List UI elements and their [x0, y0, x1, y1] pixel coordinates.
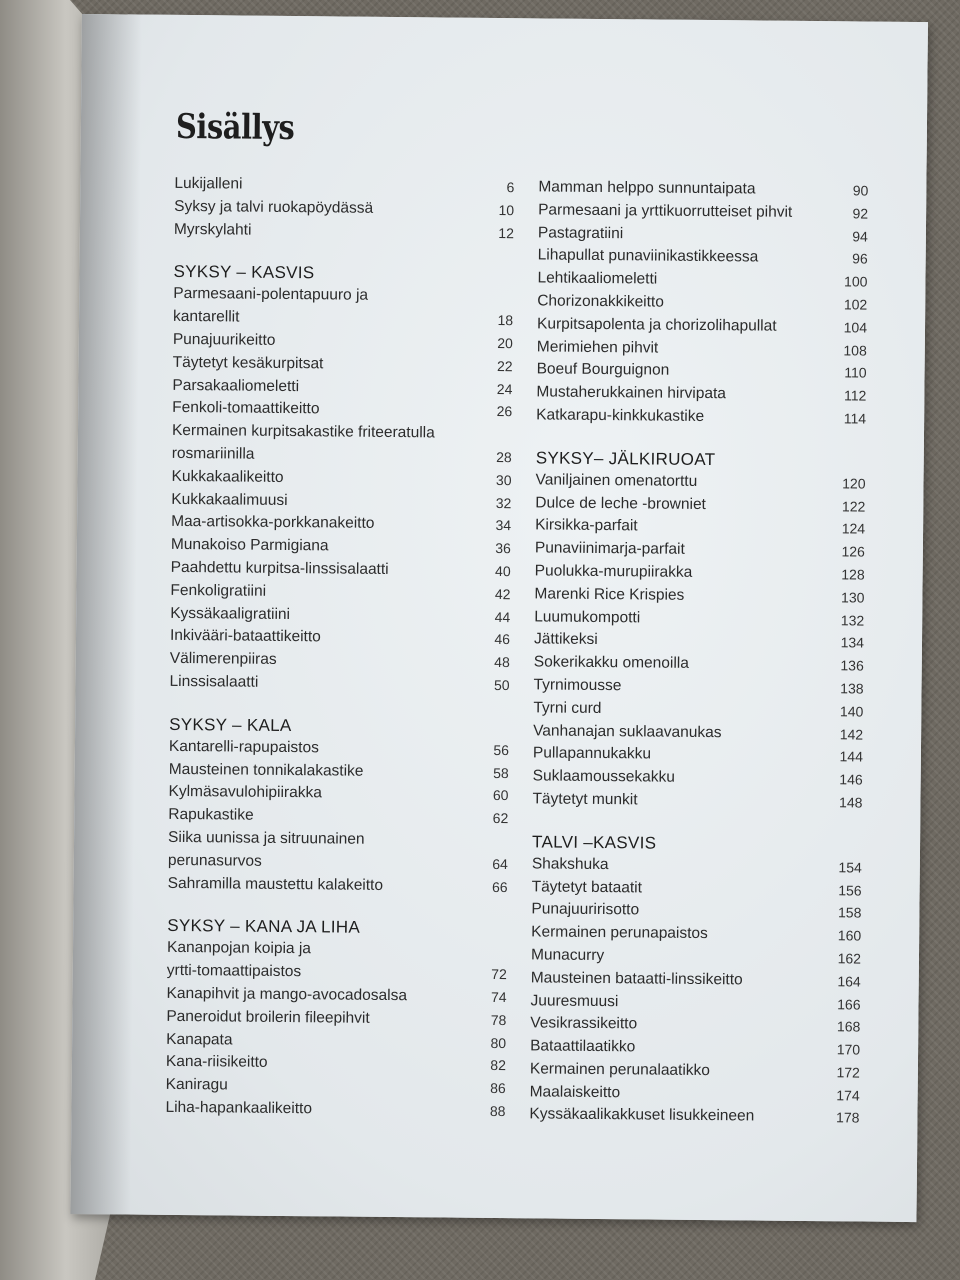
section-heading: SYKSY – KANA JA LIHA: [167, 916, 361, 938]
toc-entry-title: Täytetyt bataatit: [531, 877, 643, 896]
toc-entry-page-number: 136: [840, 657, 864, 674]
toc-entry-title: Juuresmuusi: [530, 991, 619, 1010]
toc-entry-page-number: 156: [838, 881, 862, 899]
toc-entry: [171, 511, 511, 537]
toc-entry-page-number: 58: [493, 764, 509, 781]
toc-entry-page-number: 128: [841, 566, 865, 583]
toc-entry-title: Pullapannukakku: [532, 744, 652, 763]
toc-entry-page-number: 140: [839, 703, 864, 720]
toc-entry-page-number: 110: [844, 364, 867, 381]
toc-entry: [171, 534, 511, 560]
toc-entry-title: Kanapihvit ja mango-avocadosalsa: [166, 984, 408, 1005]
toc-entry-title: Fenkoli-tomaattikeitto: [172, 399, 320, 418]
toc-entry: [533, 697, 863, 723]
toc-entry-title: Kermainen kurpitsakastike friteeratulla: [171, 422, 435, 442]
toc-entry-title: Kurpitsapolenta ja chorizolihapullat: [536, 315, 777, 335]
toc-entry-page-number: 96: [852, 250, 868, 267]
toc-entry: [170, 580, 510, 606]
toc-entry: [169, 736, 509, 762]
toc-entry-title: Mustaherukkainen hirvipata: [536, 383, 727, 403]
toc-entry-page-number: 132: [840, 611, 865, 629]
toc-entry: [535, 560, 865, 586]
toc-entry-page-number: 88: [489, 1102, 506, 1120]
toc-entry: [169, 758, 509, 784]
toc-entry-title: Jättikeksi: [533, 630, 598, 649]
toc-entry-page-number: 168: [836, 1018, 861, 1035]
toc-entry-page-number: 170: [836, 1041, 861, 1058]
toc-entry: [166, 1028, 506, 1054]
toc-entry-title: Kantarelli-rapupaistos: [168, 737, 319, 757]
section-heading: SYKSY– JÄLKIRUOAT: [535, 448, 716, 469]
toc-entry-page-number: 74: [490, 988, 507, 1006]
toc-entry-page-number: 160: [837, 927, 862, 944]
toc-entry-page-number: 166: [837, 995, 861, 1013]
toc-entry-title: yrtti-tomaattipaistos: [166, 961, 302, 981]
toc-entry-page-number: 26: [496, 403, 513, 420]
toc-entry-title: Kyssäkaalikakkuset lisukkeineen: [529, 1105, 755, 1125]
toc-entry: [530, 1081, 860, 1107]
toc-entry: [166, 1051, 506, 1077]
toc-entry: [532, 853, 862, 879]
toc-entry: [533, 743, 863, 769]
toc-entry-page-number: 158: [837, 904, 862, 921]
toc-entry-title: Munacurry: [530, 946, 605, 964]
section-heading: SYKSY – KASVIS: [173, 262, 315, 283]
toc-entry-page-number: 148: [839, 794, 863, 811]
toc-entry-title: Maa-artisokka-porkkanakeitto: [171, 513, 375, 533]
toc-entry-page-number: 122: [841, 497, 866, 515]
toc-entry-page-number: 120: [842, 475, 866, 492]
toc-entry: [532, 876, 862, 902]
toc-entry-page-number: 146: [839, 771, 863, 788]
toc-entry: [172, 443, 512, 469]
toc-entry-page-number: 24: [496, 380, 513, 397]
toc-entry-page-number: 10: [498, 201, 515, 218]
toc-entry: [532, 788, 862, 814]
toc-entry-title: Katkarapu-kinkkukastike: [536, 406, 705, 425]
toc-entry-page-number: 18: [497, 312, 514, 329]
toc-entry-title: Parmesaani ja yrttikuorrutteiset pihvit: [538, 201, 793, 221]
section-heading: TALVI –KASVIS: [531, 832, 657, 853]
toc-entry-page-number: 42: [494, 585, 511, 602]
toc-entry-title: Lukijalleni: [174, 174, 243, 193]
toc-entry: [174, 196, 514, 222]
toc-entry-title: Kukkakaalimuusi: [171, 490, 288, 509]
toc-entry-title: Marenki Rice Krispies: [534, 585, 685, 604]
toc-entry: [170, 625, 510, 651]
toc-entry-title: Syksy ja talvi ruokapöydässä: [174, 197, 374, 217]
toc-entry: [530, 990, 860, 1016]
toc-entry: [535, 515, 865, 541]
toc-entry: [173, 329, 513, 355]
toc-entry-title: Inkivääri-bataattikeitto: [169, 627, 321, 646]
toc-entry-page-number: 78: [490, 1011, 507, 1028]
toc-left-column: [165, 173, 514, 1123]
toc-entry: [530, 1035, 860, 1061]
toc-entry: [174, 173, 514, 199]
toc-entry-title: Merimiehen pihvit: [536, 337, 659, 357]
toc-entry-title: Paneroidut broilerin fileepihvit: [166, 1007, 370, 1027]
toc-entry-page-number: 22: [496, 357, 513, 374]
toc-entry-title: Luumukompotti: [534, 607, 641, 626]
toc-entry: [530, 1013, 860, 1039]
toc-entry: [533, 765, 863, 791]
toc-entry: [536, 404, 866, 430]
page-title: Sisällys: [175, 106, 295, 149]
toc-entry: [166, 1006, 506, 1032]
toc-entry-title: Linssisalaatti: [169, 672, 259, 691]
toc-entry-page-number: 62: [492, 810, 509, 827]
toc-entry-title: kantarellit: [173, 308, 240, 326]
toc-entry-title: Mamman helppo sunnuntaipata: [538, 178, 756, 198]
toc-entry-title: Fenkoligratiini: [170, 581, 267, 600]
toc-entry: [534, 652, 864, 678]
book-page: [70, 14, 927, 1222]
toc-entry: [533, 720, 863, 746]
toc-entry-title: perunasurvos: [167, 851, 262, 870]
toc-entry-title: Maalaiskeitto: [529, 1083, 621, 1101]
toc-entry: [167, 960, 507, 986]
toc-entry-title: Tyrnimousse: [533, 676, 622, 695]
toc-entry-title: Liha-hapankaalikeitto: [165, 1098, 313, 1118]
page-gutter-shadow: [70, 14, 142, 1215]
toc-entry: [169, 671, 509, 697]
toc-entry-page-number: 60: [492, 787, 509, 804]
toc-entry: [535, 469, 865, 495]
toc-entry-page-number: 66: [491, 878, 508, 895]
toc-entry-page-number: 130: [841, 589, 865, 606]
toc-entry: [537, 290, 867, 316]
toc-entry-title: Tyrni curd: [533, 699, 602, 717]
toc-entry-title: Lihapullat punaviinikastikkeessa: [537, 246, 759, 266]
toc-entry-page-number: 94: [852, 227, 868, 245]
toc-entry-title: Vanhanajan suklaavanukas: [533, 721, 722, 741]
toc-entry-page-number: 154: [838, 859, 862, 876]
toc-entry-title: Paahdettu kurpitsa-linssisalaatti: [170, 558, 389, 578]
toc-entry-title: Kaniragu: [165, 1075, 228, 1094]
toc-entry: [172, 374, 512, 400]
toc-entry-page-number: 72: [491, 966, 507, 983]
toc-entry: [173, 283, 513, 309]
toc-entry: [165, 1097, 505, 1123]
toc-entry-page-number: 164: [837, 972, 861, 990]
toc-entry-page-number: 30: [495, 471, 512, 488]
toc-entry-title: Punajuurikeitto: [172, 330, 276, 349]
toc-entry: [534, 629, 864, 655]
toc-entry: [170, 648, 510, 674]
toc-entry: [172, 397, 512, 423]
toc-entry-title: Sahramilla maustettu kalakeitto: [167, 874, 384, 894]
toc-entry-page-number: 56: [493, 741, 510, 758]
toc-entry-title: Kana-riisikeitto: [165, 1053, 268, 1072]
toc-entry-page-number: 108: [843, 341, 867, 359]
toc-entry: [529, 1104, 859, 1130]
toc-entry-title: Kermainen perunapaistos: [531, 923, 708, 943]
toc-entry-page-number: 6: [506, 179, 515, 196]
toc-entry-title: Kanapata: [166, 1030, 233, 1048]
toc-entry-title: Kyssäkaaligratiini: [170, 604, 291, 623]
toc-entry-page-number: 82: [490, 1057, 507, 1074]
toc-entry: [171, 557, 511, 583]
toc-entry-title: Pastagratiini: [537, 223, 624, 242]
toc-entry-page-number: 100: [844, 273, 868, 290]
toc-entry: [537, 336, 867, 362]
toc-entry-page-number: 142: [839, 725, 864, 743]
toc-entry-page-number: 64: [492, 855, 508, 872]
toc-entry: [167, 937, 507, 963]
toc-entry: [171, 488, 511, 514]
toc-entry-title: Munakoiso Parmigiana: [170, 536, 329, 555]
toc-entry-page-number: 34: [495, 517, 512, 534]
toc-right-column: [529, 176, 868, 1129]
toc-entry-page-number: 114: [843, 410, 867, 427]
toc-entry-title: Lehtikaaliomeletti: [537, 269, 658, 288]
toc-entry-title: Parsakaaliomeletti: [172, 376, 300, 395]
toc-entry: [538, 176, 868, 202]
toc-entry: [534, 606, 864, 632]
toc-entry: [538, 245, 868, 271]
toc-entry-title: Kylmäsavulohipiirakka: [168, 783, 322, 802]
toc-entry-page-number: 46: [494, 631, 511, 648]
toc-entry-title: Kermainen perunalaatikko: [529, 1060, 711, 1079]
toc-entry: [168, 781, 508, 807]
toc-entry-title: Kukkakaalikeitto: [171, 467, 284, 486]
toc-entry-page-number: 112: [843, 387, 867, 404]
toc-entry-page-number: 172: [836, 1064, 860, 1081]
toc-entry-title: Suklaamoussekakku: [532, 767, 675, 786]
toc-entry-title: Sokerikakku omenoilla: [533, 653, 689, 672]
toc-entry-page-number: 48: [494, 654, 510, 671]
toc-entry-title: Punaviinimarja-parfait: [534, 539, 685, 558]
section-heading: SYKSY – KALA: [169, 714, 292, 735]
toc-entry-page-number: 104: [843, 319, 868, 336]
toc-entry-title: Chorizonakkikeitto: [537, 292, 664, 311]
toc-entry-title: Täytetyt munkit: [532, 790, 638, 809]
toc-entry-title: Puolukka-murupiirakka: [534, 562, 693, 581]
toc-entry-page-number: 138: [840, 680, 864, 697]
toc-entry: [166, 983, 506, 1009]
toc-entry-title: rosmariinilla: [171, 444, 255, 463]
toc-entry: [538, 199, 868, 225]
toc-entry-page-number: 90: [852, 182, 869, 199]
toc-entry: [168, 872, 508, 898]
toc-entry-title: Kirsikka-parfait: [535, 516, 638, 535]
toc-entry-page-number: 80: [490, 1034, 507, 1051]
toc-entry: [536, 382, 866, 408]
toc-entry: [531, 944, 861, 970]
toc-entry: [166, 1074, 506, 1100]
toc-entry: [531, 921, 861, 947]
toc-entry-page-number: 36: [495, 540, 511, 557]
toc-entry-page-number: 12: [498, 224, 514, 241]
toc-entry-title: Mausteinen tonnikalakastike: [168, 760, 364, 780]
toc-entry-page-number: 40: [495, 562, 511, 580]
toc-entry: [168, 827, 508, 853]
toc-entry-title: Rapukastike: [168, 805, 254, 824]
toc-entry: [537, 313, 867, 339]
toc-entry: [173, 306, 513, 332]
toc-entry-page-number: 126: [841, 543, 865, 560]
toc-entry: [531, 899, 861, 925]
toc-entry-title: Dulce de leche -browniet: [535, 493, 706, 513]
toc-entry-page-number: 86: [490, 1080, 506, 1097]
toc-entry: [536, 359, 866, 385]
toc-entry: [171, 466, 511, 492]
toc-entry-page-number: 162: [837, 950, 862, 967]
toc-entry-page-number: 50: [493, 676, 510, 694]
toc-entry-page-number: 20: [497, 334, 513, 352]
toc-entry: [530, 1058, 860, 1084]
toc-entry-title: Vaniljainen omenatorttu: [535, 471, 698, 490]
toc-entry: [537, 268, 867, 294]
toc-entry-page-number: 44: [494, 608, 511, 625]
toc-entry-title: Siika uunissa ja sitruunainen: [168, 828, 365, 848]
toc-entry: [168, 850, 508, 876]
toc-entry: [168, 804, 508, 830]
toc-entry-title: Välimerenpiiras: [169, 650, 277, 669]
toc-entry-title: Boeuf Bourguignon: [536, 360, 670, 380]
toc-entry: [173, 352, 513, 378]
toc-entry-page-number: 134: [840, 634, 865, 651]
toc-entry: [538, 222, 868, 248]
toc-entry: [535, 492, 865, 518]
toc-entry-title: Bataattilaatikko: [530, 1037, 636, 1056]
toc-entry: [534, 583, 864, 609]
toc-entry-title: Shakshuka: [531, 855, 609, 873]
toc-entry: [535, 538, 865, 564]
toc-entry-page-number: 32: [495, 494, 512, 511]
toc-entry: [172, 420, 512, 446]
toc-entry-page-number: 178: [836, 1109, 860, 1126]
toc-entry: [170, 602, 510, 628]
toc-entry-title: Täytetyt kesäkurpitsat: [172, 353, 324, 373]
toc-entry-title: Kananpojan koipia ja: [166, 939, 312, 958]
toc-entry: [533, 674, 863, 700]
toc-entry: [531, 967, 861, 993]
toc-entry-page-number: 28: [496, 448, 512, 466]
toc-entry-title: Mausteinen bataatti-linssikeitto: [530, 969, 743, 989]
toc-entry-page-number: 102: [843, 296, 868, 313]
toc-entry-page-number: 144: [839, 748, 863, 765]
toc-entry-title: Punajuuririsotto: [531, 900, 640, 919]
toc-entry-title: Vesikrassikeitto: [530, 1014, 638, 1033]
toc-entry-page-number: 174: [836, 1086, 860, 1104]
toc-entry-title: Parmesaani-polentapuuro ja: [173, 285, 369, 305]
toc-entry: [174, 218, 514, 244]
toc-entry-page-number: 124: [841, 520, 866, 537]
toc-entry-title: Myrskylahti: [173, 220, 252, 239]
toc-entry-page-number: 92: [852, 205, 869, 222]
